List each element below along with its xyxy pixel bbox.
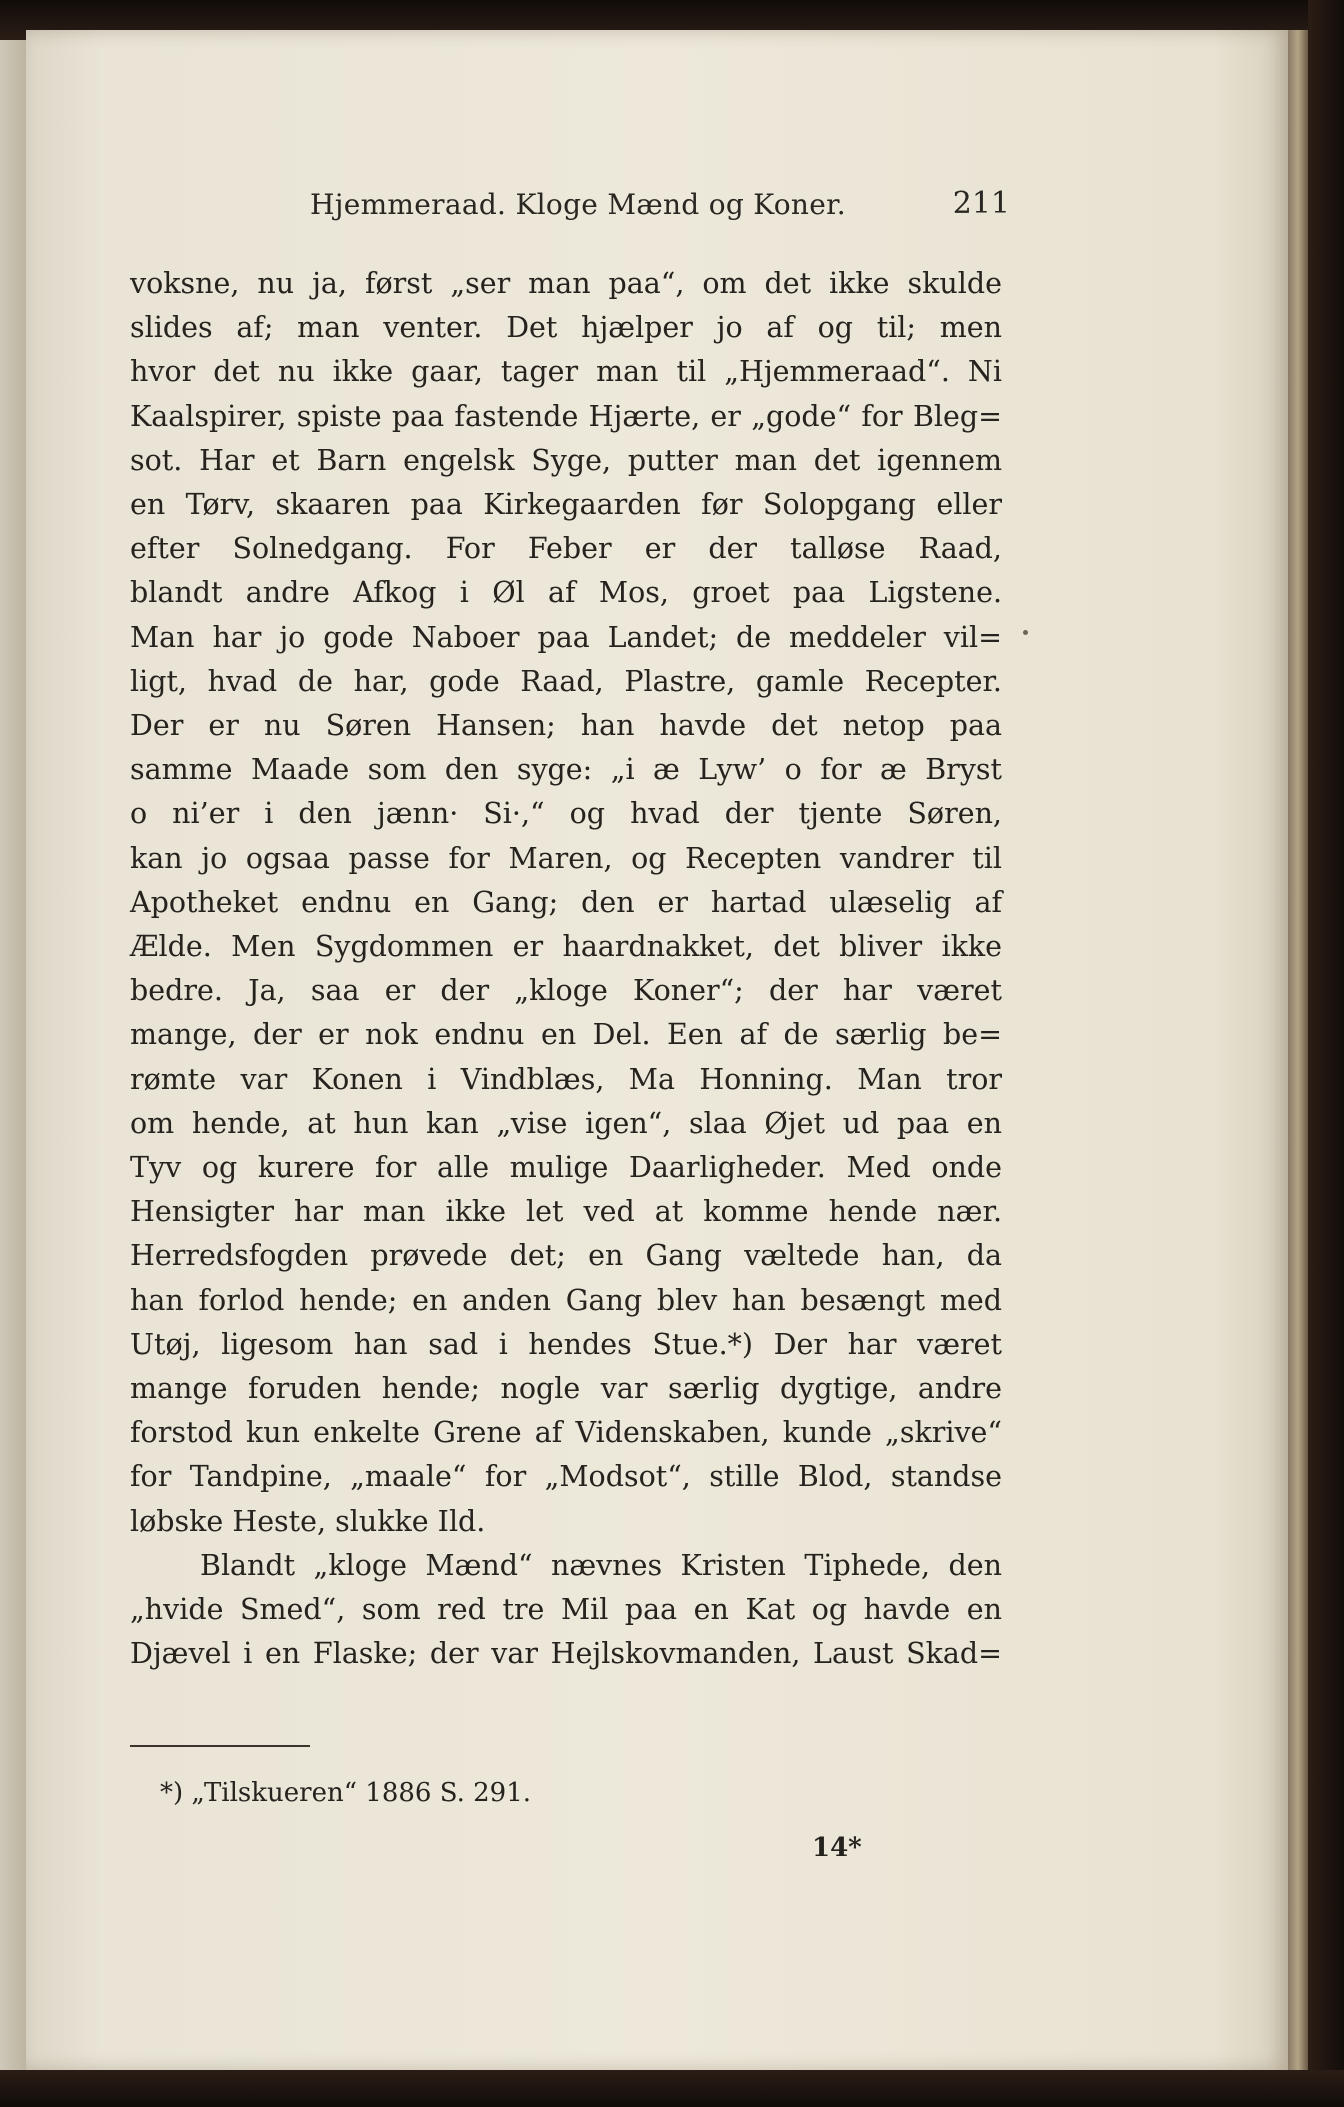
- text-line: Der er nu Søren Hansen; han havde det netop paa: [130, 709, 1002, 743]
- text-line: ligt, hvad de har, gode Raad, Plastre, gamle Recepter.: [130, 664, 1002, 698]
- text-line: „hvide Smed“, som red tre Mil paa en Kat og havde en: [130, 1593, 1002, 1627]
- text-line: sot. Har et Barn engelsk Syge, putter man det igennem: [130, 443, 1002, 477]
- text-line: en Tørv, skaaren paa Kirkegaarden før Solopgang eller: [130, 488, 1002, 522]
- text-line: Apotheket endnu en Gang; den er hartad ulæselig af: [130, 885, 1002, 919]
- text-line: samme Maade som den syge: „i æ Lyw’ o for æ Bryst: [130, 753, 1002, 787]
- text-line: slides af; man venter. Det hjælper jo af og til; men: [130, 311, 1002, 345]
- text-line: kan jo ogsaa passe for Maren, og Recepten vandrer til: [130, 841, 1002, 875]
- scan-bottom-edge: [0, 2070, 1344, 2107]
- text-line: om hende, at hun kan „vise igen“, slaa Øjet ud paa en: [130, 1106, 1002, 1140]
- text-line: løbske Heste, slukke Ild.: [130, 1504, 486, 1538]
- text-line: rømte var Konen i Vindblæs, Ma Honning. Man tror: [130, 1062, 1002, 1096]
- footnote-rule: [130, 1745, 310, 1747]
- signature-mark: 14*: [812, 1833, 862, 1863]
- text-line: hvor det nu ikke gaar, tager man til „Hjemmeraad“. Ni: [130, 355, 1002, 389]
- scan-left-edge: [0, 40, 26, 2070]
- text-line: for Tandpine, „maale“ for „Modsot“, stille Blod, standse: [130, 1460, 1002, 1494]
- text-line: efter Solnedgang. For Feber er der talløse Raad,: [130, 532, 1002, 566]
- book-spine: [1288, 30, 1308, 2070]
- text-line: Ælde. Men Sygdommen er haardnakket, det bliver ikke: [130, 930, 1002, 964]
- text-line: Hensigter har man ikke let ved at komme hende nær.: [130, 1195, 1002, 1229]
- text-line: bedre. Ja, saa er der „kloge Koner“; der har været: [130, 974, 1002, 1008]
- page-number: 211: [952, 186, 1010, 221]
- scan-right-edge: [1308, 0, 1344, 2107]
- footnote: *) „Tilskueren“ 1886 S. 291.: [160, 1778, 532, 1808]
- text-line: Blandt „kloge Mænd“ nævnes Kristen Tiphede, den: [200, 1548, 1002, 1582]
- body-text: [130, 262, 1002, 1677]
- text-line: Utøj, ligesom han sad i hendes Stue.*) Der har været: [130, 1327, 1002, 1361]
- text-line: han forlod hende; en anden Gang blev han besængt med: [130, 1283, 1002, 1317]
- text-line: Kaalspirer, spiste paa fastende Hjærte, er „gode“ for Bleg=: [130, 399, 1002, 433]
- text-line: voksne, nu ja, først „ser man paa“, om det ikke skulde: [130, 267, 1002, 300]
- text-line: mange foruden hende; nogle var særlig dygtige, andre: [130, 1372, 1002, 1406]
- text-line: Tyv og kurere for alle mulige Daarligheder. Med onde: [130, 1151, 1002, 1185]
- text-line: o ni’er i den jænn· Si·,“ og hvad der tjente Søren,: [130, 797, 1002, 831]
- running-head: Hjemmeraad. Kloge Mænd og Koner.: [310, 188, 846, 221]
- page-header: [310, 188, 1010, 228]
- text-line: Herredsfogden prøvede det; en Gang væltede han, da: [130, 1239, 1002, 1273]
- text-line: blandt andre Afkog i Øl af Mos, groet paa Ligstene.: [130, 576, 1002, 610]
- text-line: Djævel i en Flaske; der var Hejlskovmanden, Laust Skad=: [130, 1637, 1002, 1671]
- paper-speck: [1023, 630, 1028, 635]
- text-line: forstod kun enkelte Grene af Videnskaben, kunde „skrive“: [130, 1416, 1002, 1450]
- text-line: Man har jo gode Naboer paa Landet; de meddeler vil=: [130, 620, 1002, 654]
- text-line: mange, der er nok endnu en Del. Een af de særlig be=: [130, 1018, 1002, 1052]
